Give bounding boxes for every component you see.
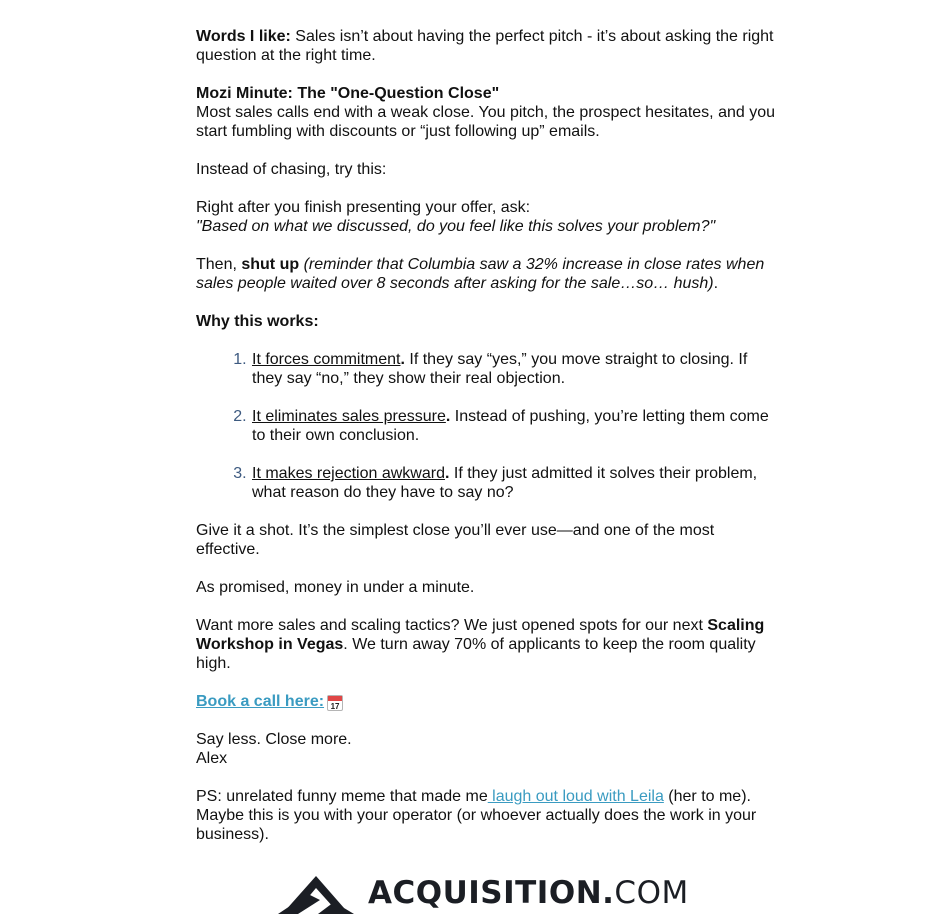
- ps-prefix: PS: unrelated funny meme that made me: [196, 788, 488, 805]
- reason-title: It makes rejection awkward: [252, 465, 445, 482]
- reason-rest: If they say “yes,” you move straight to closing. If they say “no,” they show their real objection.: [252, 351, 748, 387]
- right-after-text: Right after you finish presenting your offer, ask:: [196, 199, 531, 216]
- workshop-prefix: Want more sales and scaling tactics? We just opened spots for our next: [196, 617, 708, 634]
- acquisition-logo[interactable]: [278, 872, 698, 916]
- reasons-list: [196, 350, 776, 502]
- why-heading-text: Why this works:: [196, 313, 319, 330]
- book-call-line: [196, 692, 776, 711]
- then-bold: shut up: [241, 256, 300, 273]
- instead-text: Instead of chasing, try this:: [196, 161, 387, 178]
- logo-dot: .: [602, 875, 615, 911]
- why-heading: [196, 312, 776, 331]
- calendar-icon: [327, 695, 343, 711]
- ps-paragraph: [196, 787, 776, 844]
- signoff-line1: Say less. Close more.: [196, 731, 352, 748]
- then-suffix: .: [713, 275, 719, 292]
- logo-tld: COM: [614, 875, 689, 911]
- list-item: 3. It makes rejection awkward. If they just admitted it solves their problem, what reason do they have to say no?: [251, 464, 776, 502]
- ps-suffix: (her to me). Maybe this is you with your operator (or whoever actually does the work in your business).: [196, 788, 757, 843]
- reason-title: It eliminates sales pressure: [252, 408, 446, 425]
- workshop-bold: Scaling Workshop in Vegas: [196, 617, 765, 653]
- list-item: 2. It eliminates sales pressure. Instead of pushing, you’re letting them come to their own conclusion.: [251, 407, 776, 445]
- workshop-paragraph: [196, 616, 776, 673]
- words-i-like-text: Sales isn’t about having the perfect pitch - it’s about asking the right question at the right time.: [196, 28, 774, 64]
- reason-rest: If they just admitted it solves their problem, what reason do they have to say no?: [252, 465, 758, 501]
- email-body: [196, 27, 776, 844]
- book-call-link[interactable]: Book a call here:: [196, 693, 325, 710]
- list-item: 1. It forces commitment. If they say “yes,” you move straight to closing. If they say “no,” they show their real objection.: [251, 350, 776, 388]
- logo-main: ACQUISITION: [368, 875, 603, 911]
- mozi-minute-title: [196, 84, 776, 103]
- question-italic: "Based on what we discussed, do you feel like this solves your problem?": [196, 218, 716, 235]
- mozi-minute-title-text: Mozi Minute: The "One-Question Close": [196, 85, 500, 102]
- meme-link[interactable]: laugh out loud with Leila: [487, 788, 664, 805]
- words-i-like-label: Words I like:: [196, 28, 291, 45]
- logo-wordmark: [368, 874, 689, 912]
- give-it-a-shot: Give it a shot. It’s the simplest close you’ll ever use—and one of the most effective.: [196, 522, 715, 558]
- reason-rest: Instead of pushing, you’re letting them come to their own conclusion.: [252, 408, 769, 444]
- words-i-like: [196, 27, 776, 65]
- then-italic: (reminder that Columbia saw a 32% increase in close rates when sales people waited over 8 seconds after asking for the sale…so… hush): [196, 256, 765, 292]
- question-text: [196, 217, 776, 236]
- reason-title: It forces commitment: [252, 351, 401, 368]
- calendar-day: 17: [330, 702, 340, 711]
- as-promised: As promised, money in under a minute.: [196, 579, 475, 596]
- mountain-logo-icon: [278, 872, 358, 916]
- mozi-minute-intro: Most sales calls end with a weak close. You pitch, the prospect hesitates, and you start fumbling with discounts or “just following up” emails.: [196, 104, 775, 140]
- workshop-suffix: . We turn away 70% of applicants to keep the room quality high.: [196, 636, 756, 672]
- signoff-line2: Alex: [196, 750, 228, 767]
- then-prefix: Then,: [196, 256, 242, 273]
- then-paragraph: [196, 255, 776, 293]
